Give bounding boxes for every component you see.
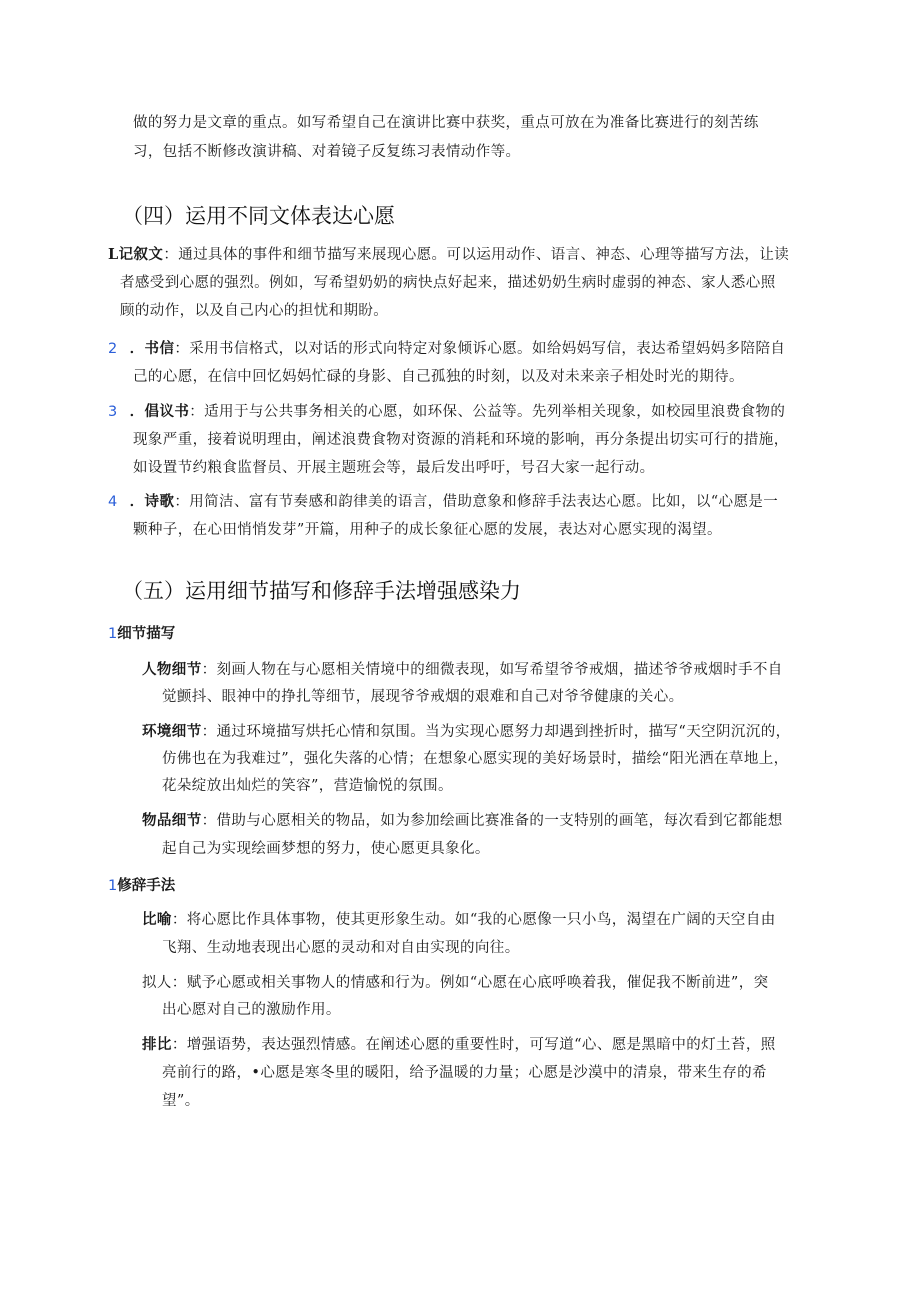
item-3-sep: ： — [189, 404, 205, 420]
entry-parallelism-line-3: 望”。 — [162, 1093, 200, 1109]
entry-metaphor-sep: ： — [171, 912, 187, 928]
item-4-sep: ： — [174, 494, 190, 510]
item-1-label: 记叙文 — [118, 246, 164, 263]
group-rhetoric-title: 修辞手法 — [117, 877, 176, 894]
group-detail-heading — [108, 624, 175, 644]
item-3-label: ．倡议书 — [129, 403, 190, 420]
entry-object-line-2: 起自己为实现绘画梦想的努力，使心愿更具象化。 — [162, 841, 490, 857]
group-rhetoric-heading — [108, 876, 175, 896]
entry-environment-line-3: 花朵绽放出灿烂的笑容”，营造愉悦的氛围。 — [162, 778, 453, 794]
entry-environment-sep: ： — [201, 724, 217, 740]
item-3-line-1: 适用于与公共事务相关的心愿，如环保、公益等。先列举相关现象，如校园里浪费食物的 — [204, 404, 786, 420]
entry-person-sep: ： — [201, 662, 217, 678]
entry-environment-line-2: 仿佛也在为我难过”，强化失落的心情；在想象心愿实现的美好场景时，描绘“阳光洒在草地上， — [162, 751, 789, 767]
item-4-line-2: 颗种子，在心田悄悄发芽”开篇，用种子的成长象征心愿的发展，表达对心愿实现的渴望。 — [133, 522, 722, 538]
item-1-sep: ： — [163, 247, 179, 263]
item-3-line-3: 如设置节约粮食监督员、开展主题班会等，最后发出呼吁，号召大家一起行动。 — [133, 460, 655, 476]
entry-metaphor-label: 比喻 — [142, 911, 172, 928]
item-3-line-2: 现象严重，接着说明理由，阐述浪费食物对资源的消耗和环境的影响，再分条提出切实可行的措施， — [133, 432, 789, 448]
item-1-line-2: 者感受到心愿的强烈。例如，写希望奶奶的病快点好起来，描述奶奶生病时虚弱的神态、家人悉心照 — [120, 275, 776, 291]
group-rhetoric-mark: 1 — [108, 878, 118, 894]
entry-person-line-2: 觉颤抖、眼神中的挣扎等细节，展现爷爷戒烟的艰难和自己对爷爷健康的关心。 — [162, 689, 684, 705]
intro-line-2: 习，包括不断修改演讲稿、对着镜子反复练习表情动作等。 — [133, 144, 521, 160]
entry-personification-line-1: 拟人：赋予心愿或相关事物人的情感和行为。例如“心愿在心底呼唤着我，催促我不断前进”，突 — [142, 975, 769, 991]
entry-metaphor-line-2: 飞翔、生动地表现出心愿的灵动和对自由实现的向往。 — [162, 940, 520, 956]
section-4-heading: （四）运用不同文体表达心愿 — [122, 204, 395, 228]
entry-object-sep: ： — [201, 813, 217, 829]
entry-parallelism-line-2: 亮前行的路，•心愿是寒冬里的暖阳，给予温暖的力量；心愿是沙漠中的清泉，带来生存的希 — [162, 1065, 767, 1081]
entry-person-line-1: 刻画人物在与心愿相关情境中的细微表现，如写希望爷爷戒烟，描述爷爷戒烟时手不自 — [216, 662, 783, 678]
group-detail-title: 细节描写 — [117, 625, 176, 642]
item-2-sep: ： — [174, 341, 190, 357]
item-2-label: ．书信 — [129, 340, 175, 357]
entry-parallelism-sep: ： — [171, 1037, 187, 1053]
item-2-line-2: 己的心愿，在信中回忆妈妈忙碌的身影、自己孤独的时刻，以及对未来亲子相处时光的期待。 — [133, 369, 744, 385]
entry-parallelism-label: 排比 — [142, 1036, 172, 1053]
entry-object-label: 物品细节 — [142, 812, 202, 829]
item-4-number: 4 — [108, 494, 118, 510]
entry-environment-line-1: 通过环境描写烘托心情和氛围。当为实现心愿努力却遇到挫折时，描写“天空阴沉沉的， — [216, 724, 791, 740]
section-5-heading: （五）运用细节描写和修辞手法增强感染力 — [122, 579, 521, 603]
entry-person-label: 人物细节 — [142, 661, 202, 678]
item-3-number: 3 — [108, 404, 118, 420]
group-detail-mark: 1 — [108, 626, 118, 642]
intro-line-1: 做的努力是文章的重点。如写希望自己在演讲比赛中获奖，重点可放在为准备比赛进行的刻苦练 — [133, 115, 759, 131]
entry-personification-line-2: 出心愿对自己的激励作用。 — [162, 1002, 341, 1018]
item-4-label: ．诗歌 — [129, 493, 175, 510]
entry-object-line-1: 借助与心愿相关的物品，如为参加绘画比赛准备的一支特别的画笔，每次看到它都能想 — [216, 813, 783, 829]
item-2-line-1: 采用书信格式，以对话的形式向特定对象倾诉心愿。如给妈妈写信，表达希望妈妈多陪陪自 — [189, 341, 786, 357]
item-1-line-1: 通过具体的事件和细节描写来展现心愿。可以运用动作、语言、神态、心理等描写方法，让读 — [178, 247, 790, 263]
item-4-line-1: 用简洁、富有节奏感和韵律美的语言，借助意象和修辞手法表达心愿。比如，以“心愿是一 — [189, 494, 779, 510]
item-2-number: 2 — [108, 341, 118, 357]
item-1-number: L — [108, 246, 119, 263]
entry-metaphor-line-1: 将心愿比作具体事物，使其更形象生动。如“我的心愿像一只小鸟，渴望在广阔的天空自由 — [186, 912, 776, 928]
item-1-line-3: 顾的动作，以及自己内心的担忧和期盼。 — [120, 303, 389, 319]
entry-environment-label: 环境细节 — [142, 723, 202, 740]
entry-parallelism-line-1: 增强语势，表达强烈情感。在阐述心愿的重要性时，可写道“心、愿是黑暗中的灯土苔，照 — [186, 1037, 776, 1053]
